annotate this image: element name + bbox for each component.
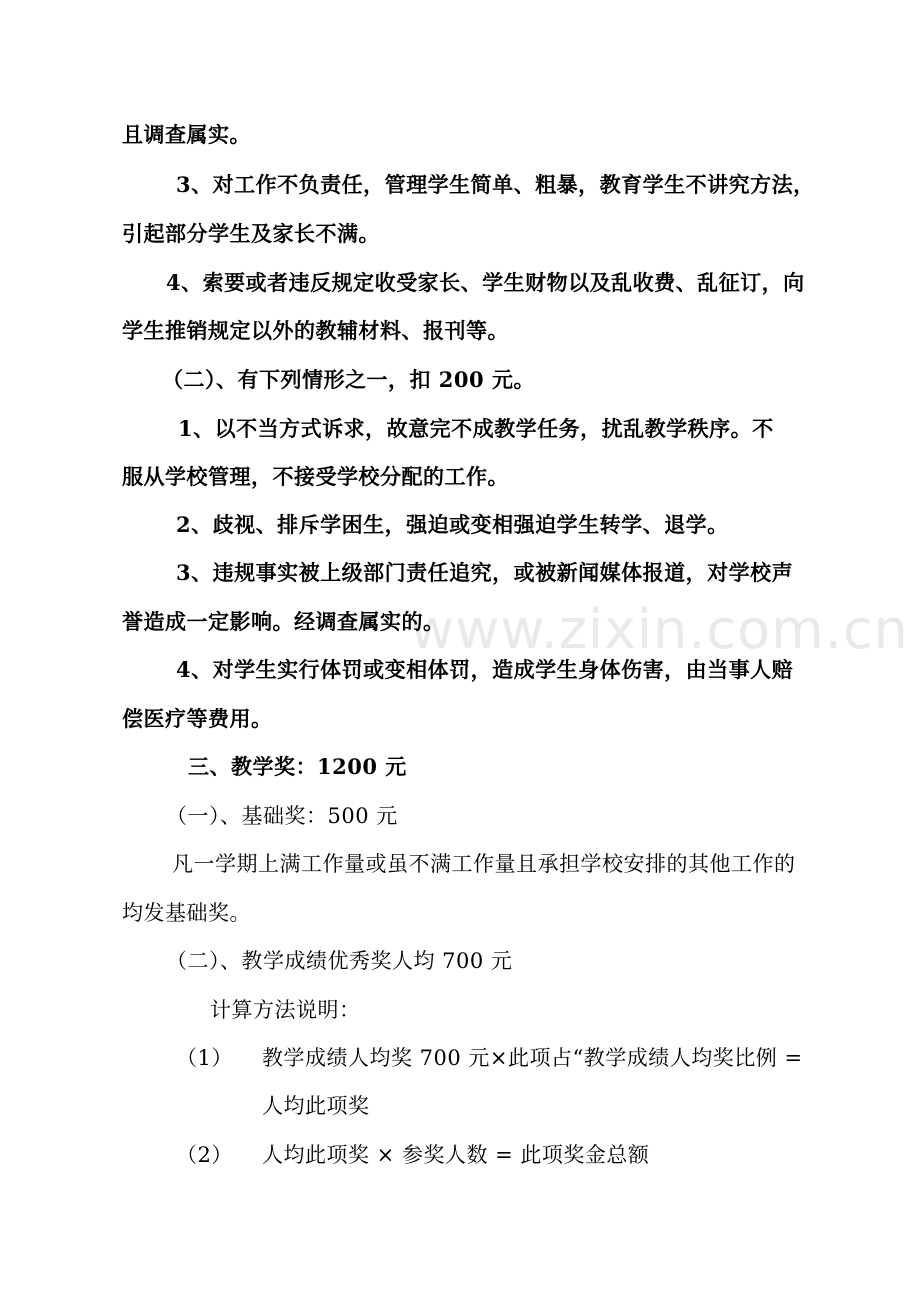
list-item-number: （2） <box>176 1143 233 1167</box>
paragraph-line: 均发基础奖。 <box>122 901 251 925</box>
paragraph-line: 3、对工作不负责任，管理学生简单、粗暴，教育学生不讲究方法， <box>176 172 815 197</box>
paragraph-line: 2、歧视、排斥学困生，强迫或变相强迫学生转学、退学。 <box>176 512 729 537</box>
paragraph-line: 偿医疗等费用。 <box>122 706 273 731</box>
paragraph-line: 学生推销规定以外的教辅材料、报刊等。 <box>122 318 509 343</box>
paragraph-line: 服从学校管理，不接受学校分配的工作。 <box>122 464 509 489</box>
subsection-heading: （一）、基础奖：500 元 <box>166 804 398 828</box>
paragraph-line: 3、违规事实被上级部门责任追究，或被新闻媒体报道，对学校声 <box>176 560 794 585</box>
watermark: www.zixin.com.cn <box>410 598 909 661</box>
paragraph-line: 4、对学生实行体罚或变相体罚，造成学生身体伤害，由当事人赔 <box>176 657 794 682</box>
paragraph-line: 引起部分学生及家长不满。 <box>122 221 380 246</box>
subsection-heading: （二）、教学成绩优秀奖人均 700 元 <box>166 949 513 973</box>
paragraph-line: 1、以不当方式诉求，故意完不成教学任务，扰乱教学秩序。不 <box>178 416 774 441</box>
paragraph-line: 凡一学期上满工作量或虽不满工作量且承担学校安排的其他工作的 <box>172 852 796 876</box>
list-item-text: 人均此项奖 <box>262 1094 370 1118</box>
list-item-number: （1） <box>176 1046 233 1070</box>
list-item-text: 教学成绩人均奖 700 元×此项占“教学成绩人均奖比例 = <box>262 1046 803 1070</box>
list-item-text: 人均此项奖 × 参奖人数 = 此项奖金总额 <box>262 1143 650 1167</box>
paragraph-line: 誉造成一定影响。经调查属实的。 <box>122 609 445 634</box>
section-heading: 三、教学奖：1200 元 <box>188 754 407 779</box>
paragraph-line: 计算方法说明： <box>210 998 361 1022</box>
paragraph-line: 且调查属实。 <box>122 122 251 147</box>
paragraph-line: 4、索要或者违反规定收受家长、学生财物以及乱收费、乱征订，向 <box>166 270 805 295</box>
section-heading: （二）、有下列情形之一，扣 200 元。 <box>162 367 535 392</box>
